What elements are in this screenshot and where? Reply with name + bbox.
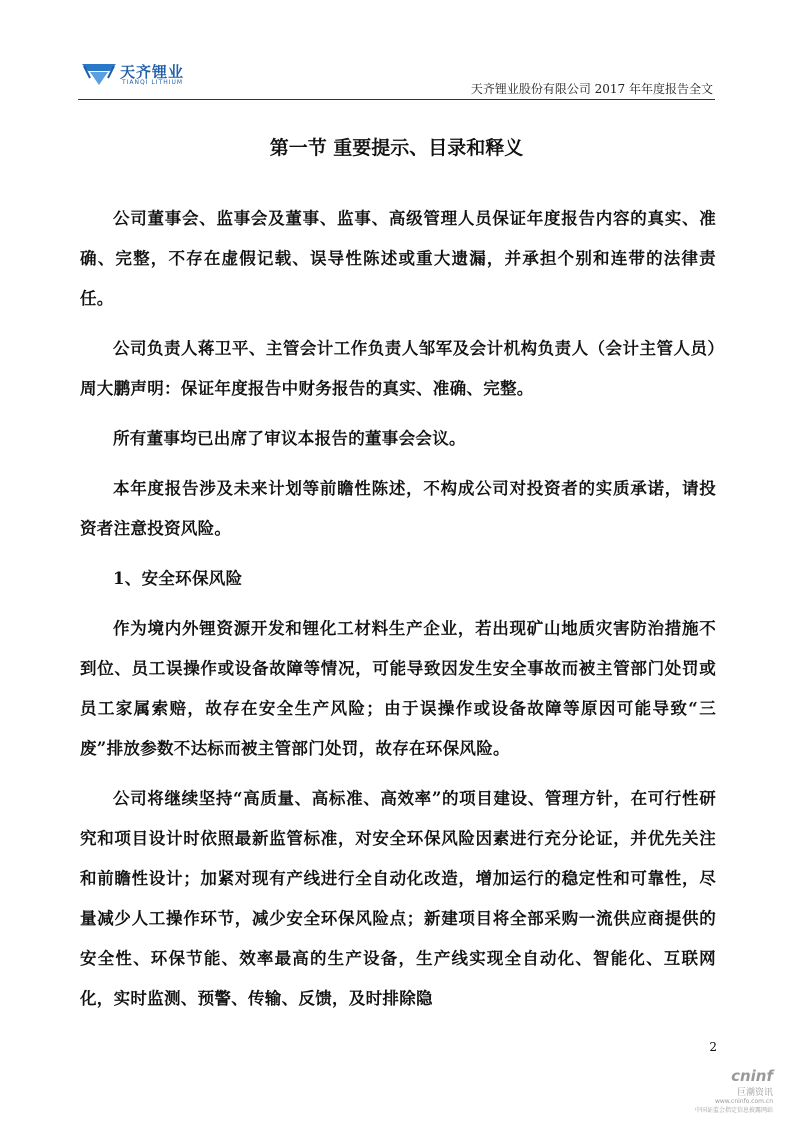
- page-number: 2: [709, 1040, 717, 1054]
- header-divider: [78, 99, 715, 100]
- subheading: 1、安全环保风险: [113, 569, 243, 588]
- watermark-url: www.cninfo.com.cn: [714, 1098, 773, 1105]
- paragraph: 作为境内外锂资源开发和锂化工材料生产企业，若出现矿山地质灾害防治措施不到位、员工误操作或设备故障等情况，可能导致因发生安全事故而被主管部门处罚或员工家属索赔，故存在安全生产风险；由于误操作或设备故障等原因可能导致“三废”排放参数不达标而被主管部门处罚，故存在环保风险。: [80, 619, 716, 758]
- paragraph: 所有董事均已出席了审议本报告的董事会会议。: [113, 429, 466, 448]
- tianqi-logo-icon: [80, 60, 118, 86]
- cninf-logo-icon: cninf: [731, 1067, 773, 1085]
- company-logo: [80, 58, 198, 90]
- paragraph: 公司将继续坚持“高质量、高标准、高效率”的项目建设、管理方针，在可行性研究和项目设计时依照最新监管标准，对安全环保风险因素进行充分论证，并优先关注和前瞻性设计；加紧对现有产线进行全自动化改造，增加运行的稳定性和可靠性，尽量减少人工操作环节，减少安全环保风险点；新建项目将全部采购一流供应商提供的安全性、环保节能、效率最高的生产设备，生产线实现全自动化、智能化、互联网化，实时监测、预警、传输、反馈，及时排除隐: [80, 789, 716, 1008]
- paragraph: 本年度报告涉及未来计划等前瞻性陈述，不构成公司对投资者的实质承诺，请投资者注意投资风险。: [80, 479, 716, 538]
- watermark: [695, 1067, 773, 1114]
- logo-text-en: TIANQI LITHIUM: [122, 79, 184, 86]
- section-title: 第一节 重要提示、目录和释义: [269, 137, 524, 159]
- watermark-name: 巨潮资讯: [736, 1088, 773, 1098]
- paragraph: 公司负责人蒋卫平、主管会计工作负责人邹军及会计机构负责人（会计主管人员）周大鹏声明：保证年度报告中财务报告的真实、准确、完整。: [80, 339, 716, 398]
- header-title: 天齐锂业股份有限公司 2017 年年度报告全文: [470, 82, 713, 96]
- body-content: [80, 199, 716, 1029]
- watermark-org: 中国证监会指定信息披露网站: [694, 1107, 773, 1114]
- paragraph: 公司董事会、监事会及董事、监事、高级管理人员保证年度报告内容的真实、准确、完整，不存在虚假记载、误导性陈述或重大遗漏，并承担个别和连带的法律责任。: [80, 209, 716, 308]
- logo-text-cn: 天齐锂业: [120, 63, 185, 81]
